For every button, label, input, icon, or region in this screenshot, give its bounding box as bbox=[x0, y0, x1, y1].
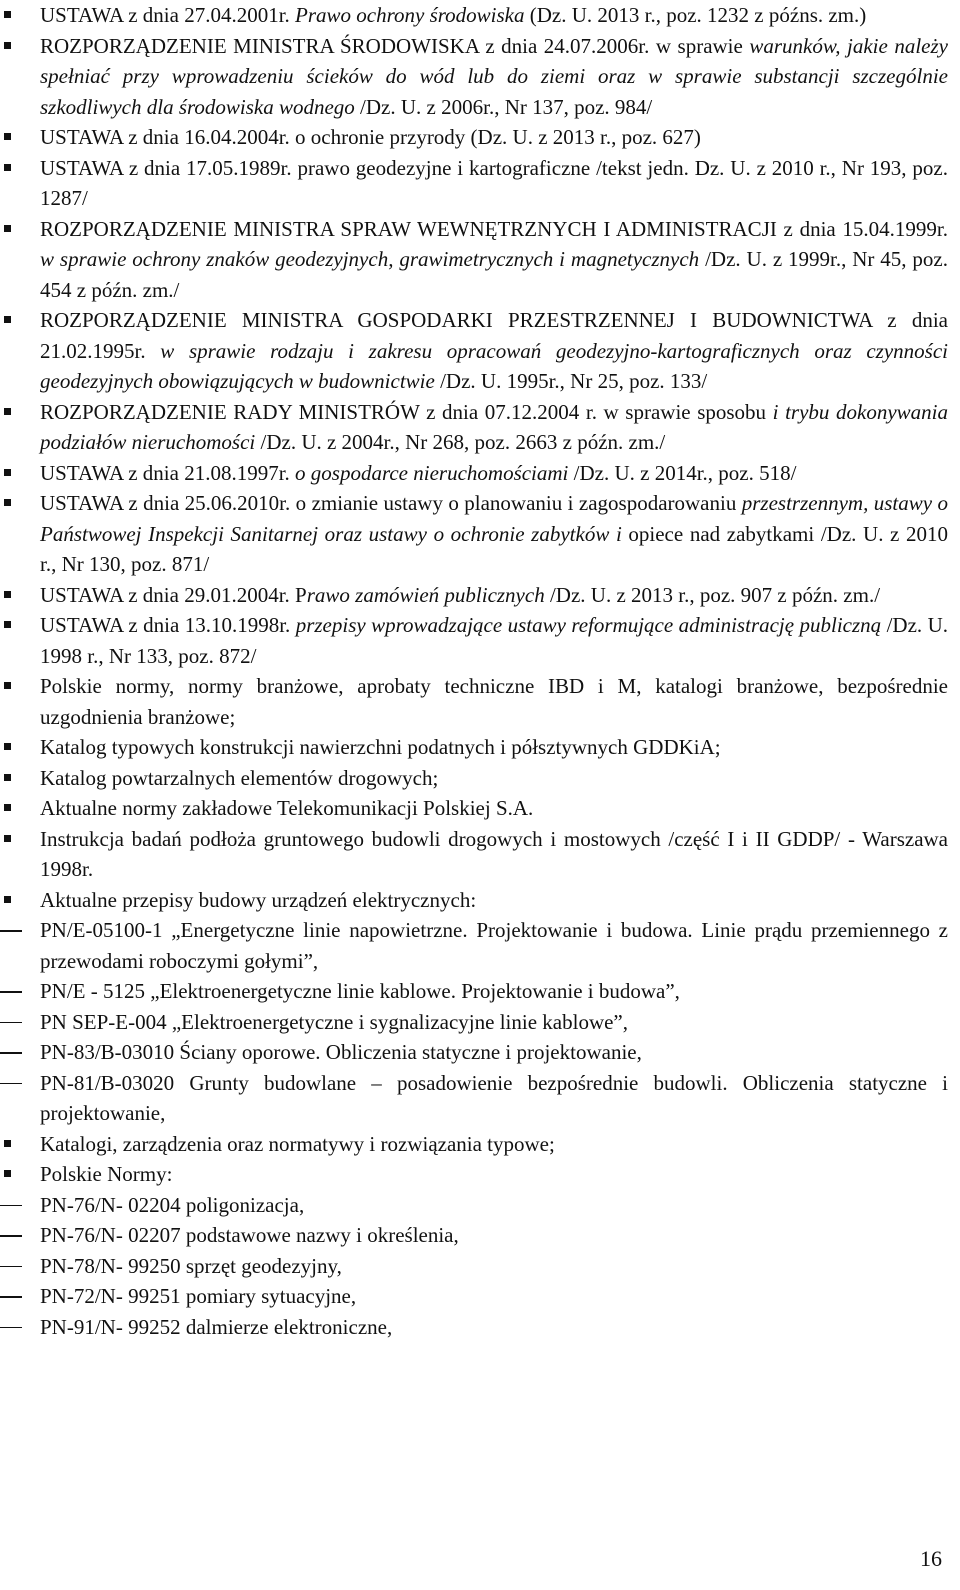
bullet-list-item bbox=[40, 885, 948, 916]
item-text: /Dz. U. z 2004r., Nr 268, poz. 2663 z późn. zm./ bbox=[255, 430, 666, 454]
item-text: PN-72/N- 99251 pomiary sytuacyjne, bbox=[40, 1284, 357, 1308]
item-text: Katalogi, zarządzenia oraz normatywy i rozwiązania typowe; bbox=[40, 1131, 555, 1156]
dash-bullet-icon bbox=[0, 1251, 40, 1281]
italic-text: w sprawie rodzaju i zakresu opracowań geodezyjno-kartograficznych oraz czynności geodezyjnych obowiązujących w budownictwie bbox=[40, 338, 948, 393]
square-bullet-icon bbox=[0, 824, 40, 854]
item-text: /Dz. U. 1995r., Nr 25, poz. 133/ bbox=[434, 369, 708, 393]
bullet-list-item bbox=[40, 488, 948, 580]
dash-list-item bbox=[40, 1281, 948, 1312]
bullet-list-item bbox=[40, 153, 948, 214]
square-bullet-icon bbox=[0, 732, 40, 762]
dash-bullet-icon bbox=[0, 976, 40, 1006]
bullet-list-item bbox=[40, 732, 948, 763]
square-bullet-icon bbox=[0, 153, 40, 183]
item-text: USTAWA z dnia 25.06.2010r. o zmianie ustawy o planowaniu i zagospodarowaniu bbox=[40, 491, 742, 515]
item-text: opiece nad zabytkami /Dz. U. z 2010 r., Nr 130, poz. 871/ bbox=[40, 521, 948, 576]
square-bullet-icon bbox=[0, 793, 40, 823]
item-text: Instrukcja badań podłoża gruntowego budowli drogowych i mostowych /część I i II GDDP/ - Warszawa 1998r. bbox=[40, 826, 948, 881]
bullet-list-item bbox=[40, 610, 948, 671]
italic-text: Prawo ochrony środowiska bbox=[295, 3, 525, 27]
square-bullet-icon bbox=[0, 122, 40, 152]
bullet-list-item bbox=[40, 214, 948, 306]
item-text: Polskie Normy: bbox=[40, 1162, 173, 1186]
bullet-list-item bbox=[40, 458, 948, 489]
square-bullet-icon bbox=[0, 31, 40, 61]
italic-text: przepisy wprowadzające ustawy reformujące administrację publiczną bbox=[295, 613, 882, 637]
item-text: Aktualne normy zakładowe Telekomunikacji Polskiej S.A. bbox=[40, 796, 534, 820]
italic-text: i trybu dokonywania podziałów nieruchomości bbox=[40, 399, 948, 454]
item-text: PN-76/N- 02204 poligonizacja, bbox=[40, 1192, 305, 1217]
square-bullet-icon bbox=[0, 763, 40, 793]
item-text: USTAWA z dnia 17.05.1989r. prawo geodezyjne i kartograficzne /tekst jedn. Dz. U. z 2010 r., Nr 193, poz. 1287/ bbox=[40, 155, 948, 210]
bullet-list-item bbox=[40, 31, 948, 123]
item-text: /Dz. U. z 2006r., Nr 137, poz. 984/ bbox=[354, 94, 653, 119]
dash-bullet-icon bbox=[0, 1007, 40, 1037]
dash-bullet-icon bbox=[0, 1312, 40, 1342]
square-bullet-icon bbox=[0, 397, 40, 427]
item-text: (Dz. U. 2013 r., poz. 1232 z późns. zm.) bbox=[524, 3, 867, 27]
square-bullet-icon bbox=[0, 458, 40, 488]
item-text: PN-83/B-03010 Ściany oporowe. Obliczenia statyczne i projektowanie, bbox=[40, 1040, 642, 1064]
bullet-list-item bbox=[40, 305, 948, 397]
item-text: PN-81/B-03020 Grunty budowlane – posadowienie bezpośrednie budowli. Obliczenia statyczne i projektowanie, bbox=[40, 1070, 948, 1125]
dash-list-item bbox=[40, 976, 948, 1007]
item-text: PN/E-05100-1 „Energetyczne linie napowietrzne. Projektowanie i budowa. Linie prądu przemiennego z przewodami roboczymi gołymi”, bbox=[40, 918, 948, 973]
dash-list-item bbox=[40, 1220, 948, 1251]
bullet-list-item bbox=[40, 0, 948, 31]
square-bullet-icon bbox=[0, 305, 40, 335]
bullet-list-item bbox=[40, 763, 948, 794]
page-number: 16 bbox=[920, 1546, 942, 1571]
square-bullet-icon bbox=[0, 214, 40, 244]
bullet-list-item bbox=[40, 1159, 948, 1190]
italic-text: w sprawie ochrony znaków geodezyjnych, grawimetrycznych i magnetycznych bbox=[40, 247, 700, 271]
item-text: /Dz. U. 1998 r., Nr 133, poz. 872/ bbox=[40, 613, 948, 668]
bullet-list-item bbox=[40, 793, 948, 824]
item-text: Aktualne przepisy budowy urządzeń elektrycznych: bbox=[40, 887, 477, 912]
dash-bullet-icon bbox=[0, 1037, 40, 1067]
item-text: ROZPORZĄDZENIE RADY MINISTRÓW z dnia 07.12.2004 r. w sprawie sposobu bbox=[40, 399, 773, 424]
square-bullet-icon bbox=[0, 488, 40, 518]
dash-list-item bbox=[40, 1190, 948, 1221]
item-text: /Dz. U. z 1999r., Nr 45, poz. 454 z późn. zm./ bbox=[40, 247, 949, 302]
item-text: /Dz. U. z 2014r., poz. 518/ bbox=[568, 460, 797, 485]
item-text: Polskie normy, normy branżowe, aprobaty techniczne IBD i M, katalogi branżowe, bezpośrednie uzgodnienia branżowe; bbox=[40, 674, 948, 729]
item-text: USTAWA z dnia 29.01.2004r. P bbox=[40, 582, 307, 607]
italic-text: rawo zamówień publicznych bbox=[306, 582, 545, 607]
item-text: USTAWA z dnia 21.08.1997r. bbox=[40, 460, 296, 485]
dash-list-item bbox=[40, 1007, 948, 1038]
dash-list-item bbox=[40, 1312, 948, 1343]
dash-bullet-icon bbox=[0, 1190, 40, 1220]
dash-bullet-icon bbox=[0, 915, 40, 945]
item-text: ROZPORZĄDZENIE MINISTRA SPRAW WEWNĘTRZNYCH I ADMINISTRACJI z dnia 15.04.1999r. bbox=[40, 216, 948, 241]
dash-list-item bbox=[40, 915, 948, 976]
square-bullet-icon bbox=[0, 1129, 40, 1159]
item-text: PN-78/N- 99250 sprzęt geodezyjny, bbox=[40, 1253, 342, 1278]
dash-list-item bbox=[40, 1251, 948, 1282]
bullet-list-item bbox=[40, 122, 948, 153]
square-bullet-icon bbox=[0, 885, 40, 915]
bullet-list-item bbox=[40, 824, 948, 885]
dash-bullet-icon bbox=[0, 1068, 40, 1098]
item-text: USTAWA z dnia 16.04.2004r. o ochronie przyrody (Dz. U. z 2013 r., poz. 627) bbox=[40, 125, 701, 149]
item-text: USTAWA z dnia 13.10.1998r. bbox=[40, 613, 296, 637]
bullet-list-item bbox=[40, 580, 948, 611]
square-bullet-icon bbox=[0, 610, 40, 640]
square-bullet-icon bbox=[0, 0, 40, 30]
item-text: /Dz. U. z 2013 r., poz. 907 z późn. zm./ bbox=[544, 582, 881, 607]
item-text: PN-91/N- 99252 dalmierze elektroniczne, bbox=[40, 1314, 393, 1339]
item-text: ROZPORZĄDZENIE MINISTRA GOSPODARKI PRZESTRZENNEJ I BUDOWNICTWA z dnia 21.02.1995r. bbox=[40, 308, 948, 363]
italic-text: o gospodarce nieruchomościami bbox=[295, 460, 569, 485]
item-text: USTAWA z dnia 27.04.2001r. bbox=[40, 3, 296, 27]
item-text: ROZPORZĄDZENIE MINISTRA ŚRODOWISKA z dnia 24.07.2006r. w sprawie bbox=[40, 33, 750, 58]
square-bullet-icon bbox=[0, 671, 40, 701]
italic-text: warunków, jakie należy spełniać przy wprowadzeniu ścieków do wód lub do ziemi oraz w sprawie substancji szczególnie szkodliwych dla środowiska wodnego bbox=[40, 33, 948, 119]
item-text: PN-76/N- 02207 podstawowe nazwy i określenia, bbox=[40, 1223, 459, 1247]
italic-text: przestrzennym, ustawy o Państwowej Inspekcji Sanitarnej oraz ustawy o ochronie zabytków i bbox=[40, 491, 948, 546]
dash-list-item bbox=[40, 1037, 948, 1068]
item-text: Katalog powtarzalnych elementów drogowych; bbox=[40, 765, 439, 790]
item-text: PN SEP-E-004 „Elektroenergetyczne i sygnalizacyjne linie kablowe”, bbox=[40, 1009, 628, 1034]
bullet-list-item bbox=[40, 1129, 948, 1160]
bullet-list-item bbox=[40, 671, 948, 732]
item-text: PN/E - 5125 „Elektroenergetyczne linie kablowe. Projektowanie i budowa”, bbox=[40, 979, 680, 1003]
dash-bullet-icon bbox=[0, 1220, 40, 1250]
square-bullet-icon bbox=[0, 1159, 40, 1189]
item-text: Katalog typowych konstrukcji nawierzchni podatnych i półsztywnych GDDKiA; bbox=[40, 735, 721, 759]
dash-bullet-icon bbox=[0, 1281, 40, 1311]
dash-list-item bbox=[40, 1068, 948, 1129]
bullet-list-item bbox=[40, 397, 948, 458]
square-bullet-icon bbox=[0, 580, 40, 610]
